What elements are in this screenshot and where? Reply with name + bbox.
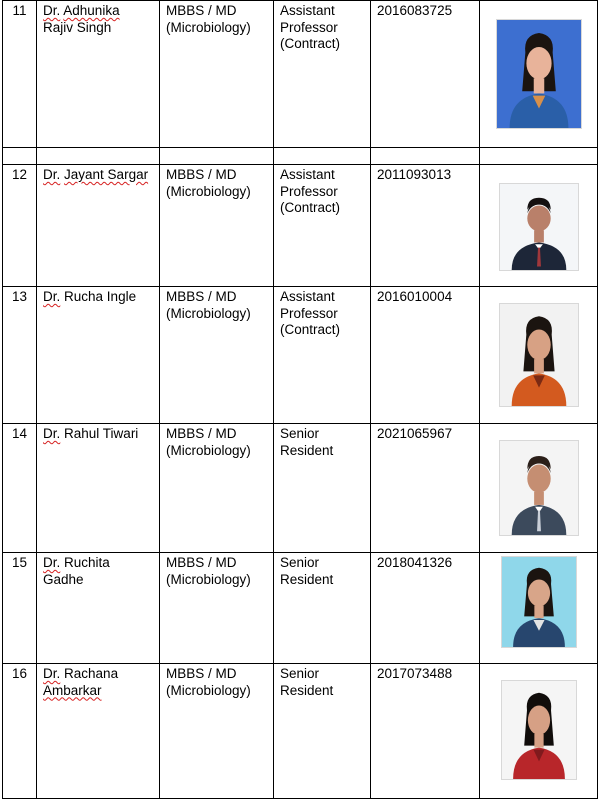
table-row: [3, 165, 598, 287]
qualification: MBBS / MD (Microbiology): [160, 287, 274, 424]
doctor-name: Dr. Ruchita Gadhe: [37, 553, 160, 664]
serial-number: 16: [3, 664, 37, 799]
photo-cell: [480, 1, 598, 148]
designation: Senior Resident: [274, 553, 371, 664]
designation: Senior Resident: [274, 664, 371, 799]
table-row: [3, 287, 598, 424]
table-row: [3, 553, 598, 664]
photo-cell: [480, 287, 598, 424]
qualification: MBBS / MD (Microbiology): [160, 424, 274, 553]
registration-number: 2016083725: [371, 1, 480, 148]
designation: Assistant Professor (Contract): [274, 165, 371, 287]
doctor-name: Dr. Adhunika Rajiv Singh: [37, 1, 160, 148]
doctor-name: Dr. Rahul Tiwari: [37, 424, 160, 553]
photo-jayant-sargar: [499, 183, 579, 271]
serial-number: 12: [3, 165, 37, 287]
registration-number: 2016010004: [371, 287, 480, 424]
doctor-name: Dr. Rucha Ingle: [37, 287, 160, 424]
designation: Assistant Professor (Contract): [274, 1, 371, 148]
registration-number: 2018041326: [371, 553, 480, 664]
photo-rucha-ingle: [499, 303, 579, 407]
registration-number: 2017073488: [371, 664, 480, 799]
photo-ruchita-gadhe: [501, 556, 577, 648]
designation: Assistant Professor (Contract): [274, 287, 371, 424]
photo-rahul-tiwari: [499, 440, 579, 536]
registration-number: 2011093013: [371, 165, 480, 287]
qualification: MBBS / MD (Microbiology): [160, 664, 274, 799]
serial-number: 11: [3, 1, 37, 148]
faculty-table: [2, 0, 598, 799]
table-row: [3, 664, 598, 799]
table-row: [3, 424, 598, 553]
table-row: [3, 148, 598, 165]
serial-number: 13: [3, 287, 37, 424]
qualification: MBBS / MD (Microbiology): [160, 1, 274, 148]
doctor-name: Dr. Rachana Ambarkar: [37, 664, 160, 799]
doctor-name: Dr. Jayant Sargar: [37, 165, 160, 287]
photo-cell: [480, 165, 598, 287]
qualification: MBBS / MD (Microbiology): [160, 165, 274, 287]
photo-adhunika-rajiv-singh: [496, 19, 582, 129]
registration-number: 2021065967: [371, 424, 480, 553]
qualification: MBBS / MD (Microbiology): [160, 553, 274, 664]
photo-rachana-ambarkar: [501, 680, 577, 780]
designation: Senior Resident: [274, 424, 371, 553]
serial-number: 15: [3, 553, 37, 664]
photo-cell: [480, 553, 598, 664]
photo-cell: [480, 424, 598, 553]
photo-cell: [480, 664, 598, 799]
table-row: [3, 1, 598, 148]
serial-number: 14: [3, 424, 37, 553]
